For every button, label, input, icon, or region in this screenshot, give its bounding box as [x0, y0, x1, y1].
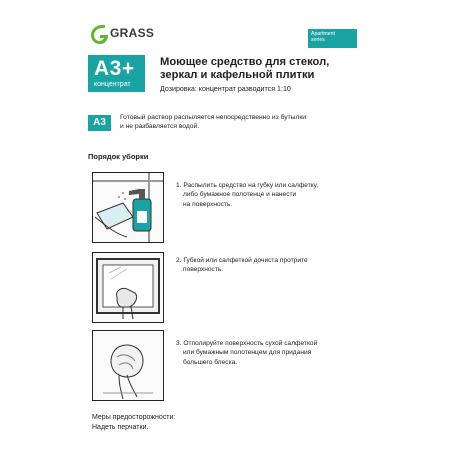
step-1-line-2: либо бумажное полотенце и нанести	[183, 191, 297, 199]
product-title	[160, 56, 360, 82]
brand-name: GRASS	[110, 26, 155, 40]
step-1-illustration	[92, 172, 164, 243]
step-2-line-1: 2. Губкой или салфеткой дочиста протрите	[176, 257, 308, 264]
procedure-heading: Порядок уборки	[88, 152, 149, 161]
variant-badge: А3	[88, 115, 111, 131]
precautions-heading: Меры предосторожности:	[92, 414, 176, 421]
spray-bottle-and-sponge-icon	[93, 173, 163, 242]
variant-text-line1: Готовый раствор распыляется непосредственно из бутылки	[120, 114, 307, 121]
product-code-box	[88, 55, 145, 92]
step-1-line-1: 1. Распылить средство на губку или салфетку,	[176, 182, 319, 189]
wiping-window-icon	[93, 253, 163, 322]
product-code-sub: концентрат	[94, 81, 131, 88]
step-3-line-2: или бумажным полотенцем для придания	[183, 349, 312, 357]
polishing-cloth-icon	[93, 331, 163, 400]
product-title-line2: зеркал и кафельной плитки	[160, 69, 315, 81]
step-1-line-3: на поверхность.	[183, 200, 233, 208]
variant-description	[120, 113, 345, 131]
product-title-line1: Моющее средство для стекол,	[160, 56, 330, 68]
step-3-illustration	[92, 330, 164, 401]
product-code: А3+	[94, 57, 135, 80]
step-2-line-2: поверхность.	[183, 266, 224, 274]
precautions-text: Надеть перчатки.	[92, 424, 149, 431]
dosage-text: Дозировка: концентрат разводится 1:10	[160, 85, 291, 93]
variant-text-line2: и не разбавляется водой.	[120, 123, 200, 130]
step-2-text	[176, 256, 356, 275]
step-1-text	[176, 181, 356, 209]
step-3-line-3: большего блеска.	[183, 358, 238, 366]
step-3-line-1: 3. Отполируйте поверхность сухой салфеткой	[176, 340, 318, 347]
step-3-text	[176, 339, 356, 367]
precautions	[92, 413, 175, 433]
series-tag	[308, 29, 357, 48]
series-tag-line1: Apartment	[311, 31, 335, 37]
series-tag-line2: series	[311, 37, 325, 43]
leaf-g-logo-icon	[88, 22, 110, 46]
step-2-illustration	[92, 252, 164, 323]
